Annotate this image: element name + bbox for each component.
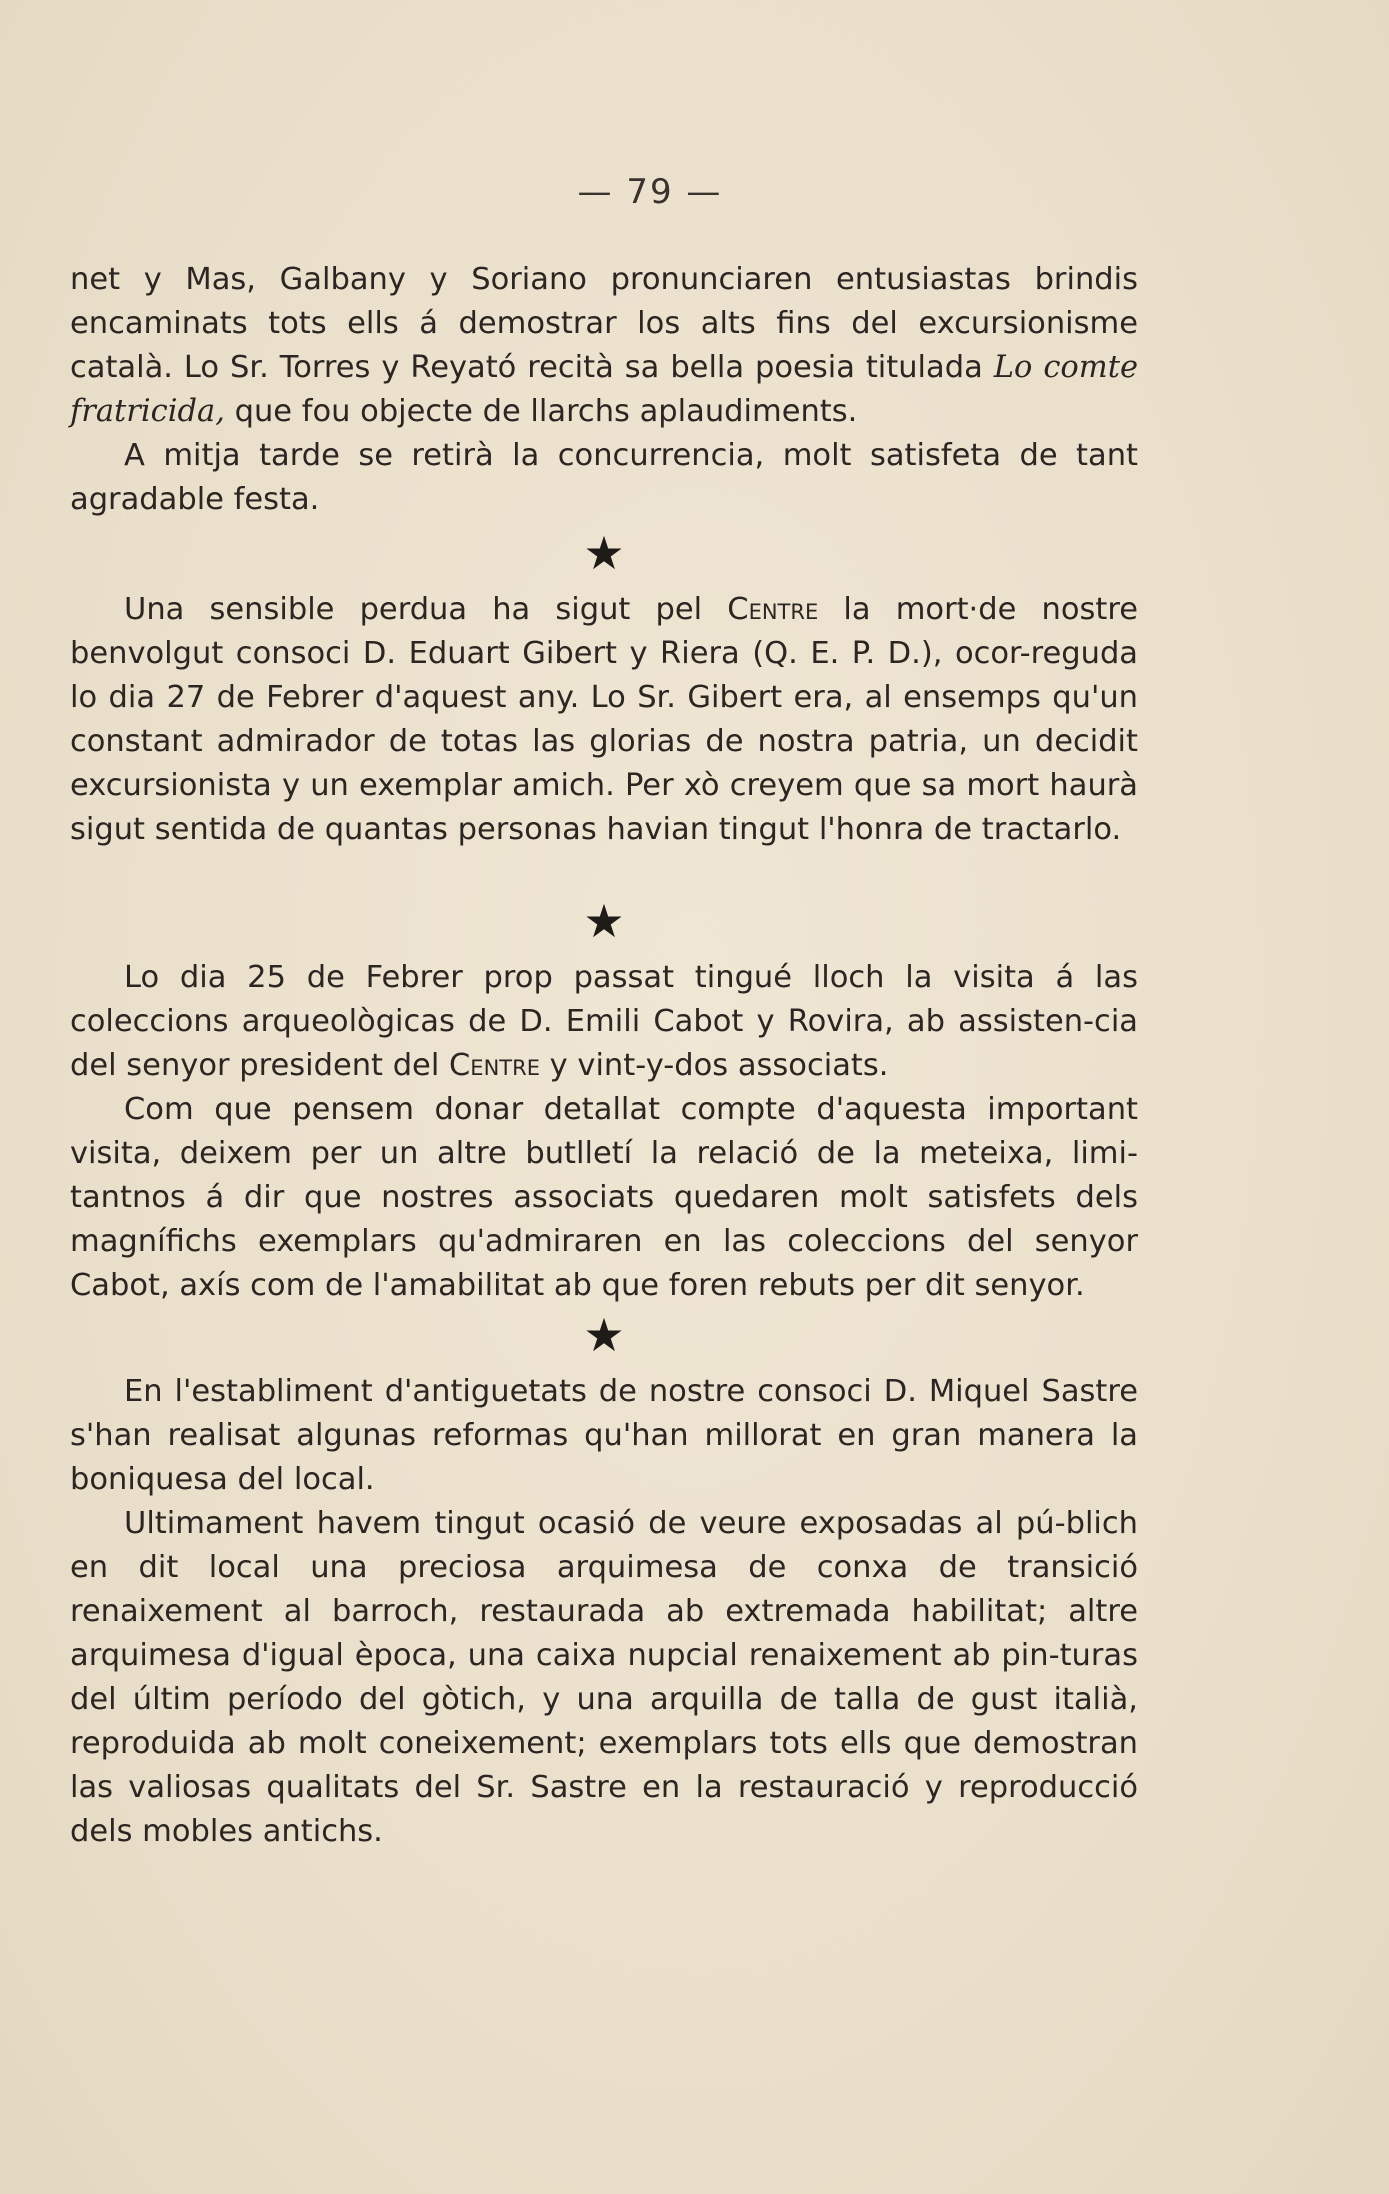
paragraph-1-text-b: que fou objecte de llarchs aplaudiments.: [224, 394, 858, 429]
paragraph-6: En l'establiment d'antiguetats de nostre consoci D. Miquel Sastre s'han realisat algunas reformas qu'han millorat en gran manera la boniquesa del local.: [70, 1374, 1138, 1497]
paragraph-3-text-b: la mort·de nostre benvolgut consoci D. Eduart Gibert y Riera (Q. E. P. D.), ocor-reguda lo dia 27 de Febrer d'aquest any. Lo Sr. Gibert era, al ensemps qu'un constant admirador de totas las glorias de nostra patria, un decidit excursionista y un exemplar amich. Per xò creyem que sa mort haurà sigut sentida de quantas personas havian tingut l'honra de tractarlo.: [70, 592, 1138, 847]
paragraph-2: A mitja tarde se retirà la concurrencia, molt satisfeta de tant agradable festa.: [70, 438, 1138, 517]
poem-title: Lo comte fratricida,: [70, 350, 1139, 429]
paragraph-1-text-a: net y Mas, Galbany y Soriano pronunciaren entusiastas brindis encaminats tots ells á demostrar los alts fins del excursionisme català. Lo Sr. Torres y Reyató recità sa bella poesia titulada: [70, 262, 1138, 385]
paragraph-4: [70, 956, 1138, 1088]
star-ornament-1: ★: [583, 526, 625, 580]
paragraph-5: Com que pensem donar detallat compte d'aquesta important visita, deixem per un altre butlletí la relació de la meteixa, limi-tantnos á dir que nostres associats quedaren molt satisfets dels magnífichs exemplars qu'admiraren en las coleccions del senyor Cabot, axís com de l'amabilitat ab que foren rebuts per dit senyor.: [70, 1092, 1138, 1303]
star-ornament-2: ★: [583, 894, 625, 948]
centre-name: Centre: [727, 592, 819, 627]
paragraph-3-text-a: Una sensible perdua ha sigut pel: [124, 592, 728, 627]
star-ornament-3: ★: [583, 1308, 625, 1362]
paragraph-7: Ultimament havem tingut ocasió de veure exposadas al pú-blich en dit local una preciosa arquimesa de conxa de transició renaixement al barroch, restaurada ab extremada habilitat; altre arquimesa d'igual època, una caixa nupcial renaixement ab pin-turas del últim período del gòtich, y una arquilla de talla de gust italià, reproduida ab molt coneixement; exemplars tots ells que demostran las valiosas qualitats del Sr. Sastre en la restauració y reproducció dels mobles antichs.: [70, 1506, 1138, 1849]
centre-name: Centre: [449, 1048, 540, 1083]
paragraph-4-text-b: y vint-y-dos associats.: [539, 1048, 889, 1083]
page-number: — 79 —: [577, 172, 723, 212]
page-body: [70, 258, 1138, 1854]
paragraph-3: [70, 588, 1138, 852]
paragraph-1: [70, 258, 1138, 434]
paragraph-4-text-a: Lo dia 25 de Febrer prop passat tingué lloch la visita á las coleccions arqueològicas de D. Emili Cabot y Rovira, ab assisten-cia del senyor president del: [70, 960, 1138, 1083]
